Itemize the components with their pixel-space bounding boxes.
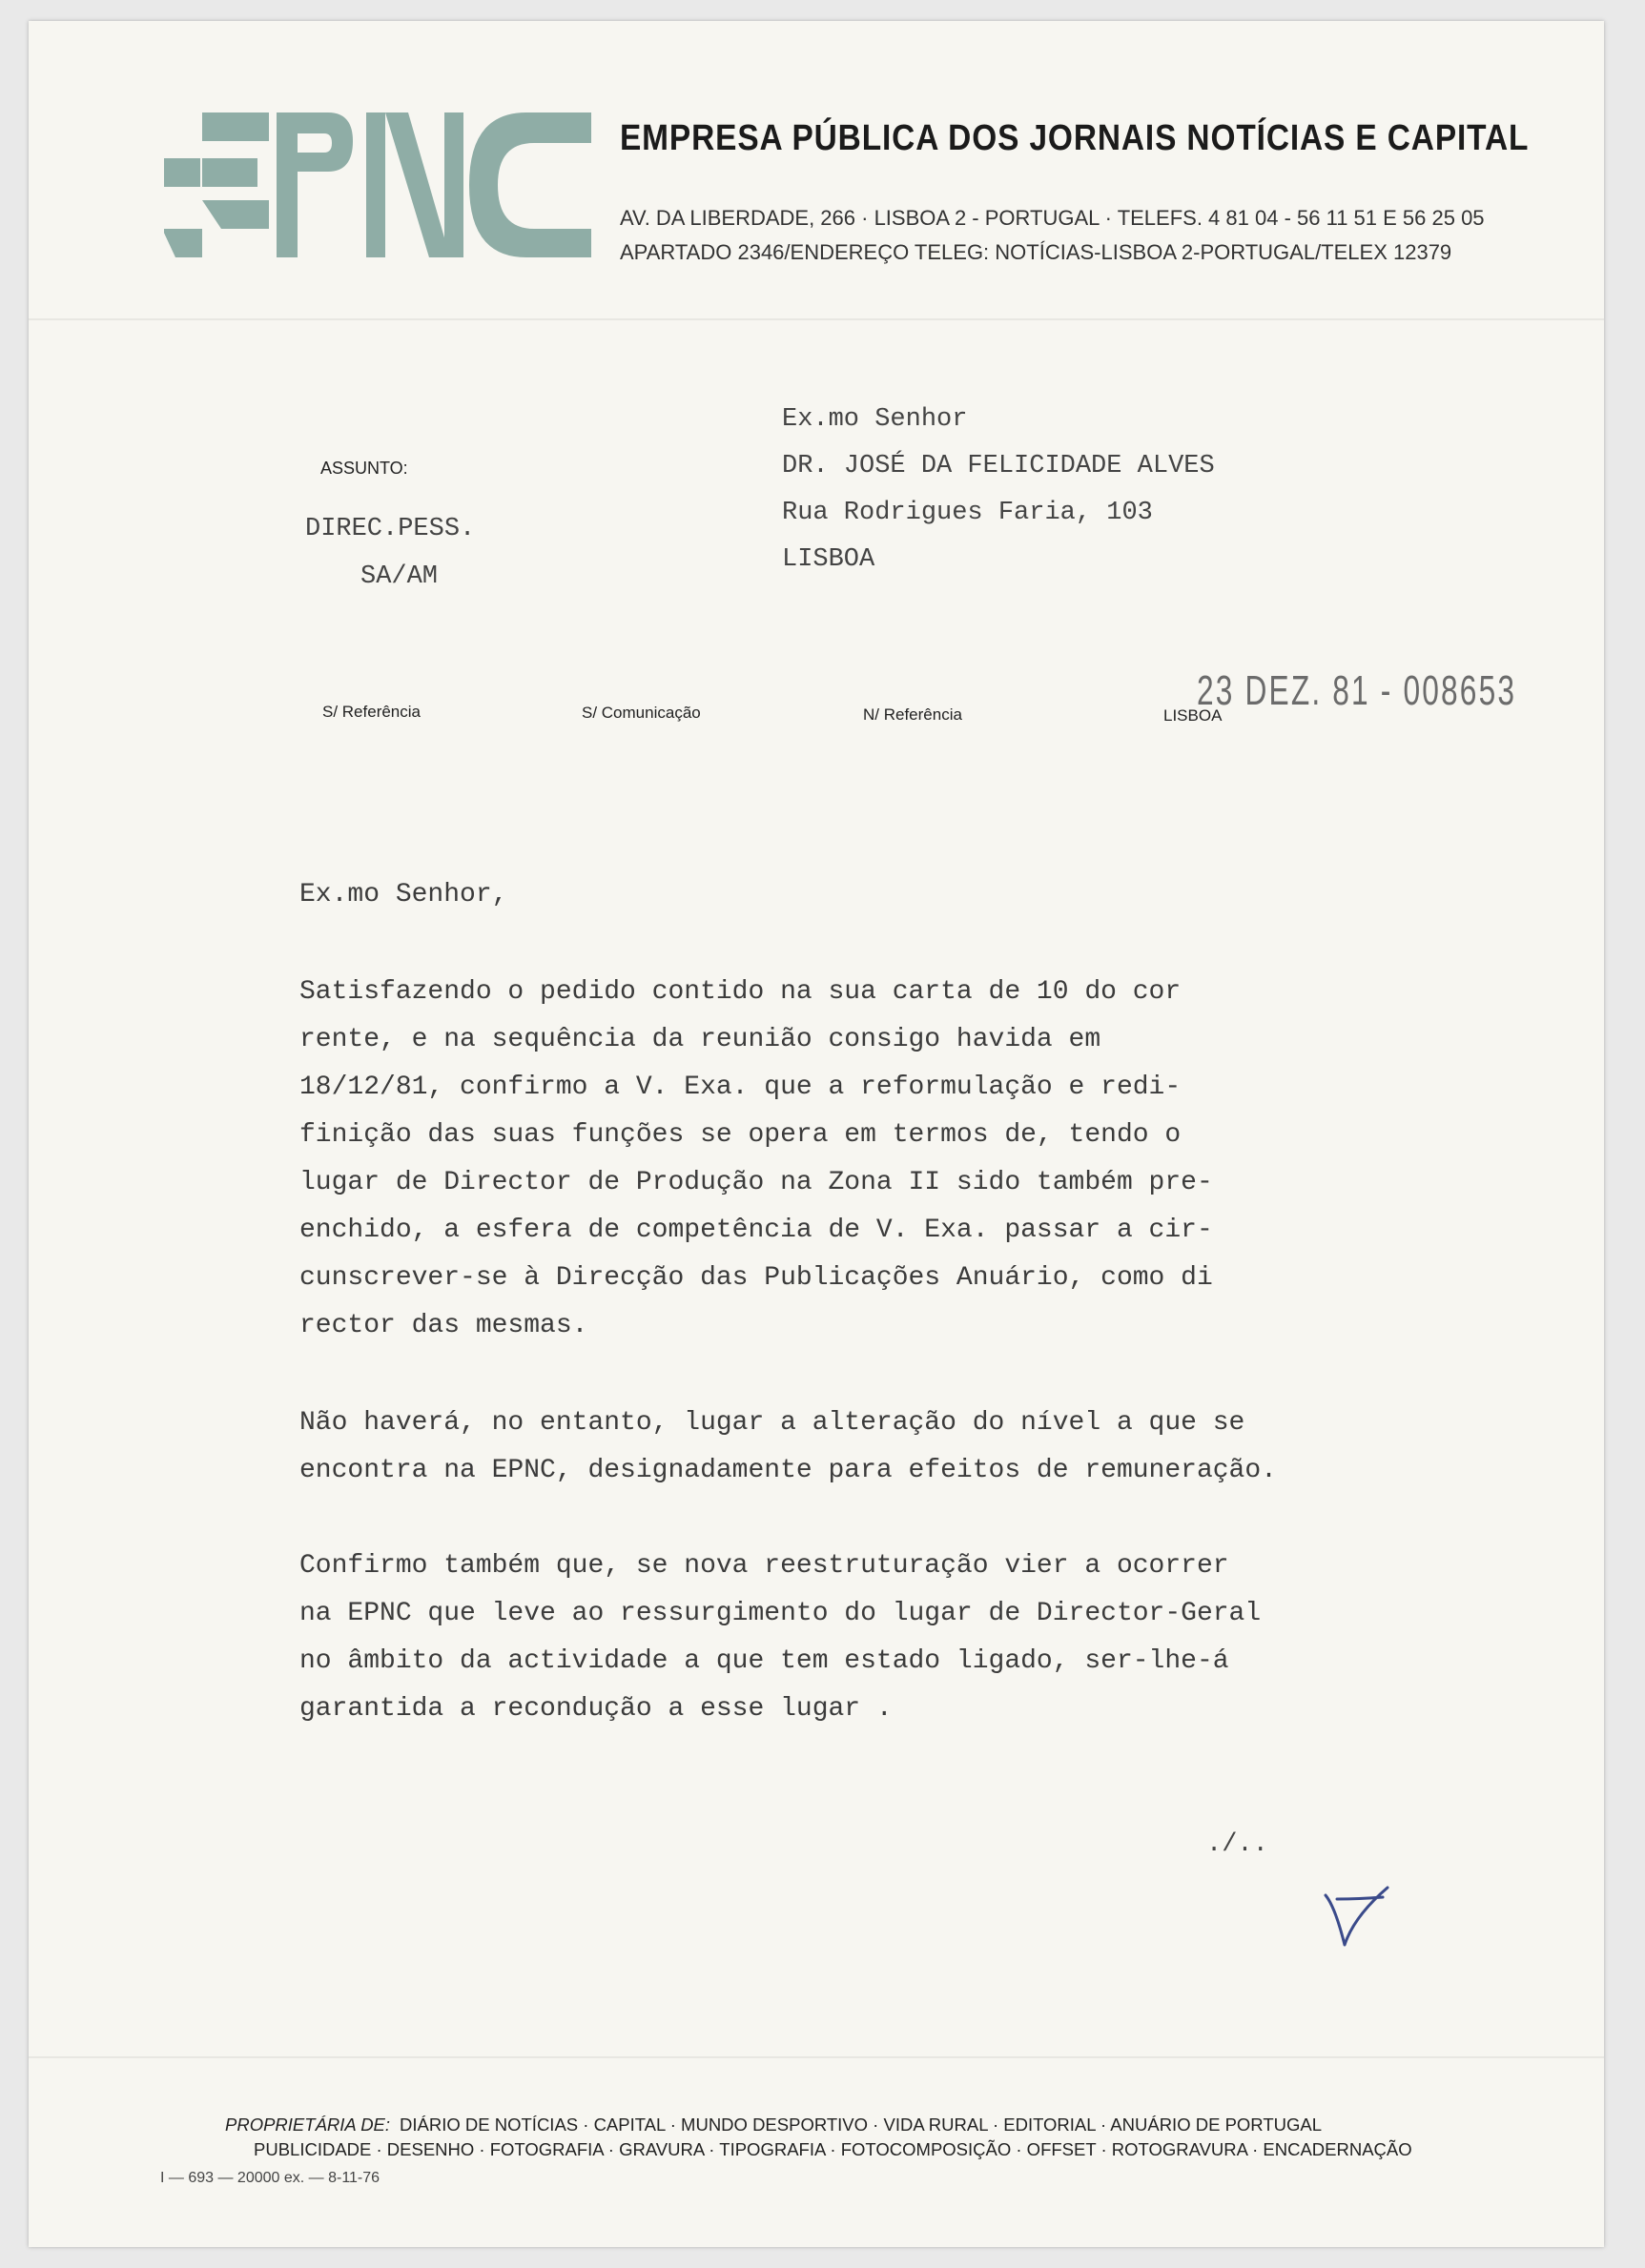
assunto-label: ASSUNTO:	[320, 459, 408, 478]
salutation	[299, 871, 1520, 919]
paragraph-2	[299, 1400, 1520, 1495]
paragraph-line: cunscrever-se à Direcção das Publicações Anuário, como di	[299, 1263, 1213, 1293]
paragraph-line: rente, e na sequência da reunião consigo havida em	[299, 1025, 1101, 1054]
company-name: EMPRESA PÚBLICA DOS JORNAIS NOTÍCIAS E CAPITAL	[620, 118, 1530, 158]
paragraph-line: na EPNC que leve ao ressurgimento do lugar de Director-Geral	[299, 1599, 1262, 1628]
paragraph-line: enchido, a esfera de competência de V. Exa. passar a cir-	[299, 1216, 1213, 1245]
footer-prefix: PROPRIETÁRIA DE:	[225, 2115, 391, 2135]
n-referencia-label: N/ Referência	[863, 705, 962, 724]
company-po-box: APARTADO 2346/ENDEREÇO TELEG: NOTÍCIAS-LISBOA 2-PORTUGAL/TELEX 12379	[620, 240, 1452, 264]
date-number-stamp: 23 DEZ. 81 - 008653	[1197, 667, 1517, 714]
print-code: I — 693 — 20000 ex. — 8-11-76	[160, 2170, 380, 2186]
paragraph-1	[299, 969, 1520, 1350]
recipient-line: DR. JOSÉ DA FELICIDADE ALVES	[782, 452, 1215, 480]
recipient-line: Ex.mo Senhor	[782, 405, 968, 434]
handwritten-initials	[1316, 1878, 1402, 1954]
recipient-line: LISBOA	[782, 545, 875, 574]
s-referencia-label: S/ Referência	[322, 703, 421, 721]
continuation-mark: ./..	[1206, 1830, 1268, 1859]
paragraph-line: encontra na EPNC, designadamente para efeitos de remuneração.	[299, 1456, 1277, 1485]
assunto-line1: DIREC.PESS.	[305, 515, 476, 543]
paragraph-line: rector das mesmas.	[299, 1311, 588, 1340]
footer-line-2: PUBLICIDADE · DESENHO · FOTOGRAFIA · GRAVURA · TIPOGRAFIA · FOTOCOMPOSIÇÃO · OFFSET · ROTOGRAVURA · ENCADERNAÇÃO	[254, 2139, 1412, 2159]
paragraph-line: Não haverá, no entanto, lugar a alteração do nível a que se	[299, 1408, 1245, 1438]
s-comunicacao-label: S/ Comunicação	[582, 704, 701, 722]
recipient-address	[782, 397, 1215, 583]
fold-line	[29, 318, 1604, 320]
footer-publications: DIÁRIO DE NOTÍCIAS · CAPITAL · MUNDO DESPORTIVO · VIDA RURAL · EDITORIAL · ANUÁRIO DE PORTUGAL	[400, 2115, 1322, 2135]
assunto-line2: SA/AM	[360, 562, 439, 591]
lisboa-label: LISBOA	[1163, 706, 1223, 725]
fold-line	[29, 2056, 1604, 2058]
paragraph-line: no âmbito da actividade a que tem estado ligado, ser-lhe-á	[299, 1646, 1229, 1676]
footer-line-1	[225, 2115, 1322, 2135]
paragraph-line: 18/12/81, confirmo a V. Exa. que a reformulação e redi-	[299, 1073, 1182, 1102]
recipient-line: Rua Rodrigues Faria, 103	[782, 499, 1153, 527]
epnc-logo	[164, 95, 591, 267]
paragraph-line: finição das suas funções se opera em termos de, tendo o	[299, 1120, 1182, 1150]
paragraph-line: Confirmo também que, se nova reestruturação vier a ocorrer	[299, 1551, 1229, 1581]
paragraph-line: Satisfazendo o pedido contido na sua carta de 10 do cor	[299, 977, 1182, 1007]
paragraph-line: garantida a recondução a esse lugar .	[299, 1694, 893, 1724]
paragraph-3	[299, 1543, 1520, 1733]
company-address: AV. DA LIBERDADE, 266 · LISBOA 2 - PORTUGAL · TELEFS. 4 81 04 - 56 11 51 E 56 25 05	[620, 206, 1485, 230]
salutation-text: Ex.mo Senhor,	[299, 880, 508, 909]
paragraph-line: lugar de Director de Produção na Zona II sido também pre-	[299, 1168, 1213, 1197]
